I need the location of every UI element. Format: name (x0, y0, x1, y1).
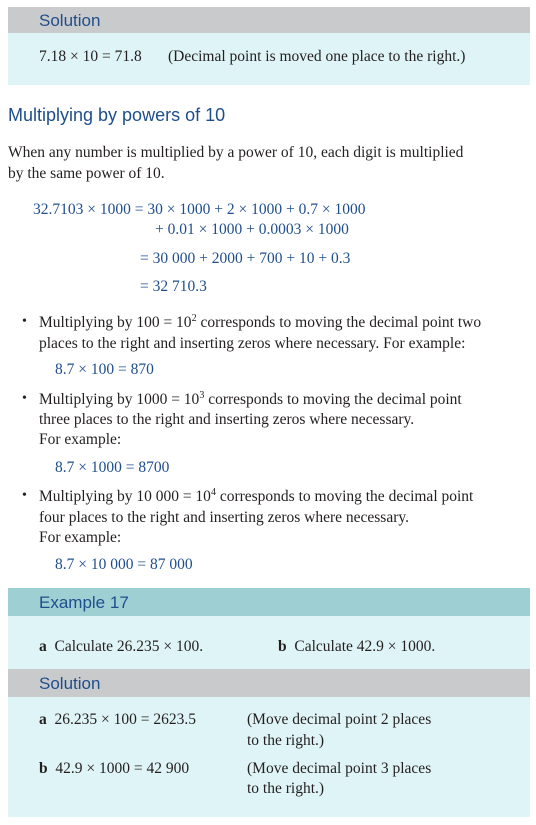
solution-header-bar (8, 669, 530, 697)
bullet-line-1: Multiplying by $100 = 10^2$ corresponds to moving the decimal point two (39, 313, 482, 331)
bullet-example: 8.7 × 100 = 870 (55, 361, 154, 378)
solution-body (8, 697, 530, 817)
example-header-bar (8, 588, 530, 616)
part-a-label: a (39, 638, 47, 655)
example-part-a (39, 638, 203, 656)
bullet-dot: • (22, 314, 27, 329)
solution-row-a-note-2: to the right.) (247, 732, 325, 749)
bullet-line-3: For example: (39, 529, 122, 546)
part-a-text: Calculate 26.235 × 100. (54, 638, 204, 655)
bullet-line-1: Multiplying by $1000 = 10^3$ corresponds to moving the decimal point (39, 390, 462, 408)
part-b-label: b (278, 638, 287, 655)
bullet-line-1: Multiplying by 10 $000 = 10^4$ corresponds to moving the decimal point (39, 487, 474, 505)
worked-line-3: = 30 000 + 2000 + 700 + 10 + 0.3 (140, 250, 351, 267)
solution-note: (Decimal point is moved one place to the right.) (168, 48, 466, 65)
row-b-label: b (39, 760, 48, 777)
solution-row-b-equation: b 42.9 × 1000 = 42 900 (39, 760, 190, 777)
bullet-item (0, 391, 536, 481)
intro-text-line-2: by the same power of 10. (8, 165, 165, 182)
bullet-line-2: four places to the right and inserting zeros where necessary. (39, 509, 409, 526)
bullet-item (0, 488, 536, 578)
worked-line-1: 32.7103 × 1000 = 30 × 1000 + 2 × 1000 + 0.7 × 1000 (33, 201, 366, 218)
section-title: Multiplying by powers of 10 (8, 105, 226, 125)
solution-header-bar (8, 7, 530, 33)
bullet-line-2: places to the right and inserting zeros where necessary. For example: (39, 335, 466, 352)
solution-body (8, 33, 530, 85)
bullet-line-3: For example: (39, 431, 122, 448)
solution-heading: Solution (39, 674, 101, 693)
bullet-line-2: three places to the right and inserting zeros where necessary. (39, 411, 415, 428)
solution-row-b-note-1: (Move decimal point 3 places (247, 760, 432, 777)
solution-row-a-note-1: (Move decimal point 2 places (247, 711, 432, 728)
solution-row-a-equation: a 26.235 × 100 = 2623.5 (39, 711, 196, 728)
solution-row-b-note-2: to the right.) (247, 780, 325, 797)
bullet-dot: • (22, 488, 27, 503)
worked-line-2: + 0.01 × 1000 + 0.0003 × 1000 (155, 221, 349, 238)
bullet-dot: • (22, 391, 27, 406)
example-part-b (278, 638, 435, 656)
worked-line-4: = 32 710.3 (140, 278, 207, 295)
bullet-item (0, 314, 536, 384)
example-heading: Example 17 (39, 593, 129, 612)
part-b-text: Calculate 42.9 × 1000. (294, 638, 436, 655)
bullet-example: 8.7 × 10 000 = 87 000 (55, 556, 193, 573)
bullet-example: 8.7 × 1000 = 8700 (55, 459, 170, 476)
row-a-label: a (39, 711, 47, 728)
solution-heading: Solution (39, 11, 101, 30)
solution-equation: 7.18 × 10 = 71.8 (39, 48, 142, 65)
example-body (8, 616, 530, 669)
intro-text-line-1: When any number is multiplied by a power of 10, each digit is multiplied (8, 144, 464, 161)
